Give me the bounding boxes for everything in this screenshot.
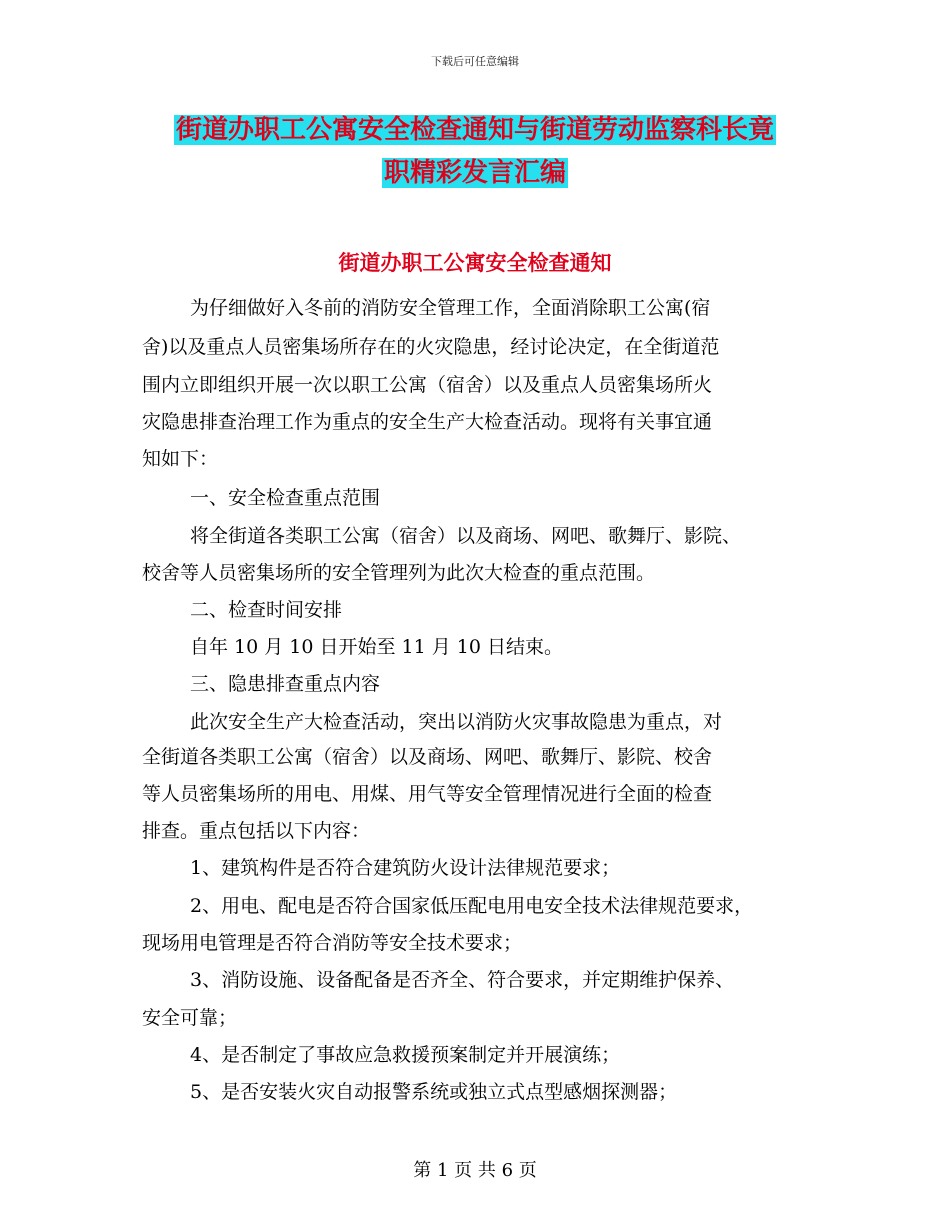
body-line: 排查。重点包括以下内容： — [142, 820, 371, 842]
body-line: 舍)以及重点人员密集场所存在的火灾隐患，经讨论决定，在全街道范 — [142, 336, 720, 358]
list-item: 5、是否安装火灾自动报警系统或独立式点型感烟探测器； — [190, 1081, 678, 1103]
document-title-line-1 — [0, 113, 950, 147]
section-title: 街道办职工公寓安全检查通知 — [338, 250, 612, 275]
body-line: 自年 10 月 10 日开始至 11 月 10 日结束。 — [190, 636, 564, 658]
list-item: 3、消防设施、设备配备是否齐全、符合要求，并定期维护保养、 — [190, 969, 735, 991]
body-line: 将全街道各类职工公寓（宿舍）以及商场、网吧、歌舞厅、影院、 — [190, 525, 742, 547]
body-line: 全街道各类职工公寓（宿舍）以及商场、网吧、歌舞厅、影院、校舍 — [142, 746, 713, 768]
body-line: 现场用电管理是否符合消防等安全技术要求； — [142, 932, 523, 954]
body-line: 安全可靠； — [142, 1007, 238, 1029]
body-line: 校舍等人员密集场所的安全管理列为此次大检查的重点范围。 — [142, 562, 656, 584]
list-item: 2、用电、配电是否符合国家低压配电用电安全技术法律规范要求， — [190, 895, 754, 917]
heading-3: 三、隐患排查重点内容 — [190, 673, 381, 695]
body-line: 此次安全生产大检查活动，突出以消防火灾事故隐患为重点，对 — [190, 711, 723, 733]
body-line: 灾隐患排查治理工作为重点的安全生产大检查活动。现将有关事宜通 — [142, 411, 713, 433]
body-line: 等人员密集场所的用电、用煤、用气等安全管理情况进行全面的检查 — [142, 783, 713, 805]
header-note: 下载后可任意编辑 — [431, 55, 519, 68]
document-title-text-2: 职精彩发言汇编 — [383, 158, 566, 188]
page-footer: 第 1 页 共 6 页 — [413, 1160, 537, 1181]
document-title-line-2 — [0, 156, 950, 190]
heading-2: 二、检查时间安排 — [190, 599, 343, 621]
body-line: 围内立即组织开展一次以职工公寓（宿舍）以及重点人员密集场所火 — [142, 374, 713, 396]
list-item: 4、是否制定了事故应急救援预案制定并开展演练； — [190, 1044, 621, 1066]
list-item: 1、建筑构件是否符合建筑防火设计法律规范要求； — [190, 857, 621, 879]
heading-1: 一、安全检查重点范围 — [190, 487, 381, 509]
body-line: 知如下： — [142, 448, 219, 470]
document-title-text-1: 街道办职工公寓安全检查通知与街道劳动监察科长竟 — [175, 115, 774, 145]
body-line: 为仔细做好入冬前的消防安全管理工作，全面消除职工公寓(宿 — [190, 297, 711, 319]
